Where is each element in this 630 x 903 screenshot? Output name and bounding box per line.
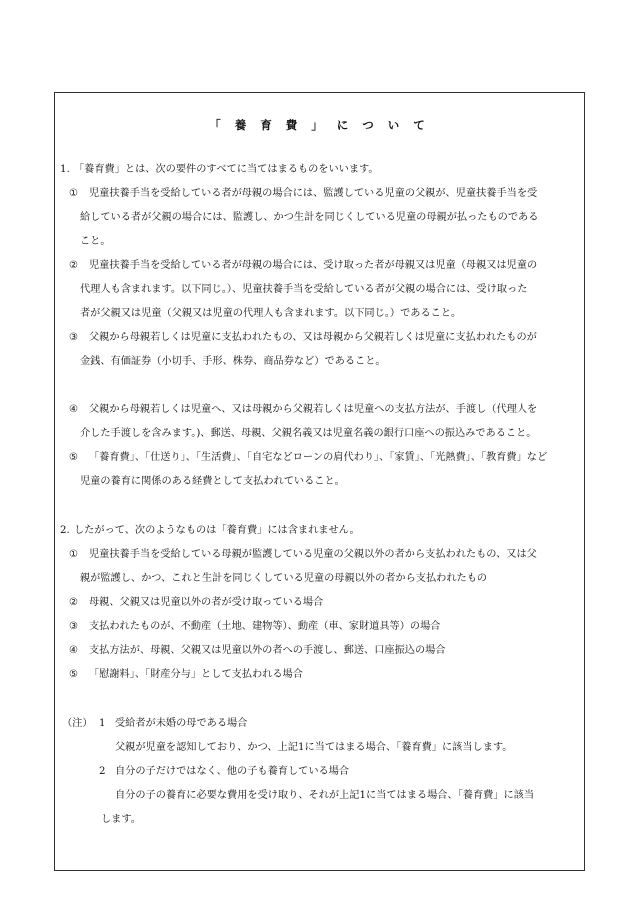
note2-number: 2 — [99, 766, 106, 777]
s1-item4-line2: 介した手渡しを含みます。)、郵送、母親、父親名義又は児童名義の銀行口座への振込みであること。 — [80, 428, 537, 439]
s2-item4-line1: 支払方法が、母親、父親又は児童以外の者への手渡し、郵送、口座振込の場合 — [89, 645, 446, 656]
s1-item5-mark: ⑤ — [69, 452, 79, 463]
s1-item2-line1: 児童扶養手当を受給している者が母親の場合には、受け取った者が母親又は児童（母親又は児童の — [89, 260, 538, 271]
s1-item3-line2: 金銭、有価証券（小切手、手形、株券、商品券など）であること。 — [80, 356, 386, 367]
s1-item2-line2: 代理人も含まれます。以下同じ。）、児童扶養手当を受給している者が父親の場合には、受け取った — [80, 284, 528, 295]
notes-label: （注） — [62, 718, 93, 729]
s2-item3-line1: 支払われたものが、不動産（土地、建物等）、動産（車、家財道具等）の場合 — [89, 621, 441, 632]
section2-heading-text: したがって、次のようなものは「養育費」には含まれません。 — [74, 525, 360, 536]
document-title: 「 養 育 費 」 に つ い て — [209, 118, 430, 132]
s2-item2-line1: 母親、父親又は児童以外の者が受け取っている場合 — [89, 597, 324, 608]
section2-number: 2. — [60, 525, 70, 536]
s1-item4-line1: 父親から母親若しくは児童へ、又は母親から父親若しくは児童への支払方法が、手渡し（代理人を — [89, 404, 538, 415]
s2-item2-mark: ② — [69, 597, 79, 608]
s1-item1-mark: ① — [69, 188, 79, 199]
note1-number: 1 — [99, 718, 106, 729]
s2-item4-mark: ④ — [69, 645, 79, 656]
s1-item3-line1: 父親から母親若しくは児童に支払われたもの、又は母親から父親若しくは児童に支払われたものが — [89, 332, 537, 343]
s2-item1-mark: ① — [69, 549, 79, 560]
note2-heading: 自分の子だけではなく、他の子も養育している場合 — [115, 766, 350, 777]
note2-line1: 自分の子の養育に必要な費用を受け取り、それが上記1に当てはまる場合、「養育費」に該当 — [115, 790, 535, 801]
s1-item1-line3: こと。 — [80, 236, 111, 247]
s1-item2-line3: 者が父親又は児童（父親又は児童の代理人も含まれます。以下同じ。）であること。 — [80, 308, 462, 319]
note1-line1: 父親が児童を認知しており、かつ、上記1に当てはまる場合、「養育費」に該当します。 — [115, 742, 513, 753]
note1-heading: 受給者が未婚の母である場合 — [115, 718, 248, 729]
document-frame — [54, 92, 585, 871]
s2-item1-line1: 児童扶養手当を受給している母親が監護している児童の父親以外の者から支払われたもの、又は父 — [89, 549, 537, 560]
s2-item5-mark: ⑤ — [69, 669, 79, 680]
s1-item3-mark: ③ — [69, 332, 79, 343]
s1-item5-line1: 「養育費」、「仕送り」、「生活費」、「自宅などローンの肩代わり」、「家賃」、「光熱費」、「教育費」など — [89, 452, 548, 463]
s2-item3-mark: ③ — [69, 621, 79, 632]
section1-number: 1. — [60, 164, 70, 175]
note2-line2: します。 — [101, 814, 141, 825]
section1-heading-text: 「養育費」とは、次の要件のすべてに当てはまるものをいいます。 — [74, 164, 379, 175]
s1-item1-line2: 給している者が父親の場合には、監護し、かつ生計を同じくしている児童の母親が払ったものである — [80, 212, 539, 223]
s1-item2-mark: ② — [69, 260, 79, 271]
s2-item1-line2: 親が監護し、かつ、これと生計を同じくしている児童の母親以外の者から支払われたもの — [80, 573, 488, 584]
s1-item1-line1: 児童扶養手当を受給している者が母親の場合には、監護している児童の父親が、児童扶養手当を受 — [89, 188, 538, 199]
s1-item4-mark: ④ — [69, 404, 79, 415]
s2-item5-line1: 「慰謝料」、「財産分与」として支払われる場合 — [89, 669, 303, 680]
s1-item5-line2: 児童の養育に関係のある経費として支払われていること。 — [80, 476, 345, 487]
